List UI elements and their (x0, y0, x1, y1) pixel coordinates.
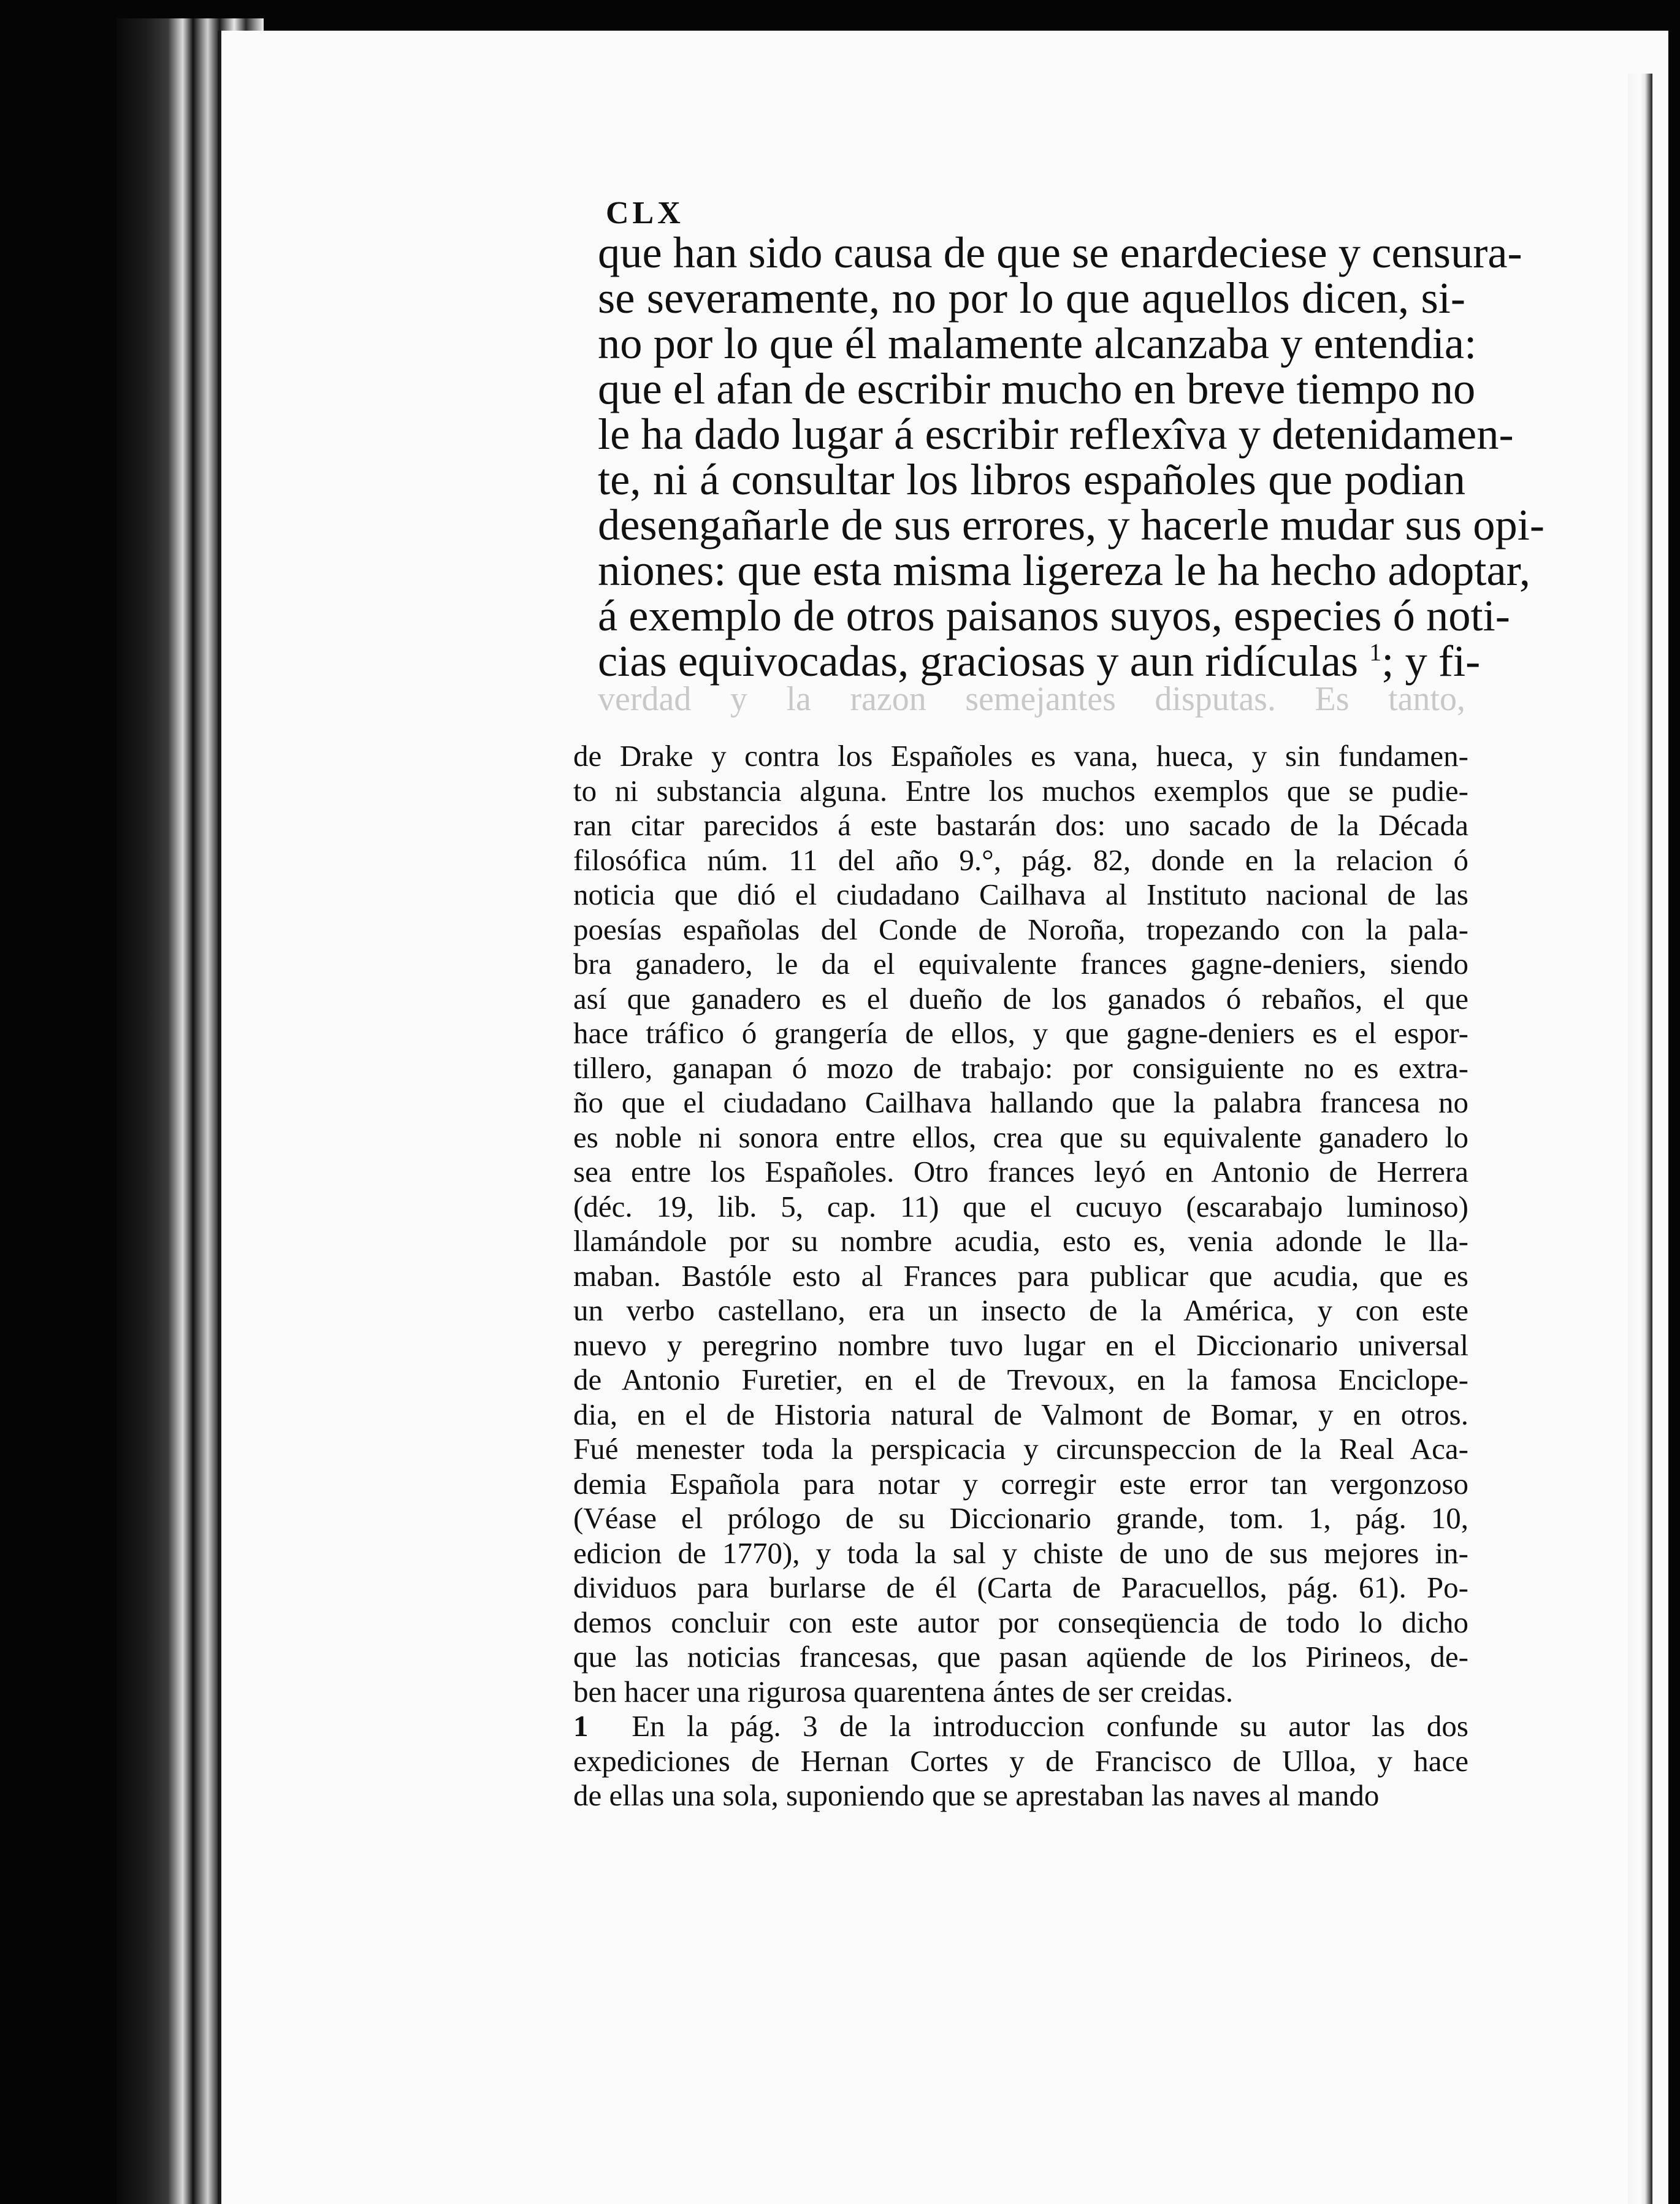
footnote-line: bra ganadero, le da el equivalente frances gagne-deniers, siendo (573, 947, 1468, 981)
main-line: no por lo que él malamente alcanzaba y entendia: (598, 318, 1477, 368)
footnote-text: En la pág. 3 de la introduccion confunde su autor las dos (632, 1709, 1468, 1743)
footnote-line: un verbo castellano, era un insecto de la América, y con este (573, 1293, 1468, 1327)
main-line: le ha dado lugar á escribir reflexîva y detenidamen- (598, 409, 1514, 459)
footnotes (573, 739, 1468, 1813)
main-line: que han sido causa de que se enardeciese y censura- (598, 228, 1522, 277)
page-edge (1628, 74, 1652, 2204)
footnote-line: demos concluir con este autor por conseqüencia de todo lo dicho (573, 1605, 1468, 1639)
footnote-line: que las noticias francesas, que pasan aqüende de los Pirineos, de- (573, 1640, 1468, 1674)
footnote-line: de Antonio Furetier, en el de Trevoux, en la famosa Enciclope- (573, 1363, 1468, 1396)
main-line: que el afan de escribir mucho en breve tiempo no (598, 364, 1476, 413)
footnote-line: ran citar parecidos á este bastarán dos: uno sacado de la Década (573, 808, 1468, 842)
footnote-marker: 1 (1369, 638, 1382, 666)
footnote-line: ño que el ciudadano Cailhava hallando que la palabra francesa no (573, 1085, 1468, 1119)
footnote-line: de Drake y contra los Españoles es vana, hueca, y sin fundamen- (573, 739, 1468, 773)
footnote-line: así que ganadero es el dueño de los ganados ó rebaños, el que (573, 981, 1468, 1016)
footnote-line: edicion de 1770), y toda la sal y chiste de uno de sus mejores in- (573, 1536, 1468, 1570)
footnote-line: ben hacer una rigurosa quarentena ántes de ser creidas. (573, 1674, 1234, 1708)
main-line-last (598, 636, 1481, 686)
main-line: á exemplo de otros paisanos suyos, especies ó noti- (598, 591, 1510, 640)
main-line: te, ni á consultar los libros españoles que podian (598, 454, 1465, 504)
footnote-line: dia, en el de Historia natural de Valmont de Bomar, y en otros. (573, 1397, 1468, 1431)
footnote-line: (Véase el prólogo de su Diccionario grande, tom. 1, pág. 10, (573, 1501, 1468, 1535)
bleed-through-line: verdad y la razon semejantes disputas. Es tanto, (598, 680, 1465, 718)
footnote-line: to ni substancia alguna. Entre los muchos exemplos que se pudie- (573, 773, 1468, 808)
footnote-line: Fué menester toda la perspicacia y circunspeccion de la Real Aca- (573, 1432, 1468, 1466)
footnote-line: demia Española para notar y corregir este error tan vergonzoso (573, 1466, 1468, 1501)
footnote-line: nuevo y peregrino nombre tuvo lugar en el Diccionario universal (573, 1328, 1468, 1362)
footnote-line (573, 1709, 1468, 1744)
footnote-line: dividuos para burlarse de él (Carta de Paracuellos, pág. 61). Po- (573, 1571, 1468, 1604)
footnote-line: llamándole por su nombre acudia, esto es, venia adonde le lla- (573, 1224, 1468, 1258)
main-line: se severamente, no por lo que aquellos dicen, si- (598, 273, 1465, 323)
footnote-line: maban. Bastóle esto al Frances para publicar que acudia, que es (573, 1258, 1468, 1293)
footnote-line: filosófica núm. 11 del año 9.°, pág. 82, donde en la relacion ó (573, 843, 1468, 877)
footnote-1 (573, 1709, 1468, 1813)
footnote-line: poesías españolas del Conde de Noroña, tropezando con la pala- (573, 912, 1468, 946)
footnote-line: (déc. 19, lib. 5, cap. 11) que el cucuyo (escarabajo luminoso) (573, 1189, 1468, 1223)
footnote-line: sea entre los Españoles. Otro frances leyó en Antonio de Herrera (573, 1155, 1468, 1188)
main-line-text: cias equivocadas, graciosas y aun ridículas (598, 636, 1359, 686)
footnote-line: expediciones de Hernan Cortes y de Francisco de Ulloa, y hace (573, 1743, 1468, 1778)
main-line: niones: que esta misma ligereza le ha hecho adoptar, (598, 545, 1531, 595)
main-line: desengañarle de sus errores, y hacerle mudar sus opi- (598, 500, 1545, 549)
footnote-continued (573, 739, 1468, 1709)
footnote-line: noticia que dió el ciudadano Cailhava al Instituto nacional de las (573, 878, 1468, 911)
footnote-line: de ellas una sola, suponiendo que se aprestaban las naves al mando (573, 1778, 1380, 1812)
footnote-line: hace tráfico ó grangería de ellos, y que gagne-deniers es el espor- (573, 1016, 1468, 1050)
main-line-tail: ; y fi- (1381, 636, 1481, 686)
page-number: CLX (606, 196, 684, 231)
footnote-line: es noble ni sonora entre ellos, crea que su equivalente ganadero lo (573, 1120, 1468, 1154)
footnote-number: 1 (573, 1709, 589, 1743)
main-text (598, 228, 1545, 718)
footnote-line: tillero, ganapan ó mozo de trabajo: por consiguiente no es extra- (573, 1050, 1468, 1085)
